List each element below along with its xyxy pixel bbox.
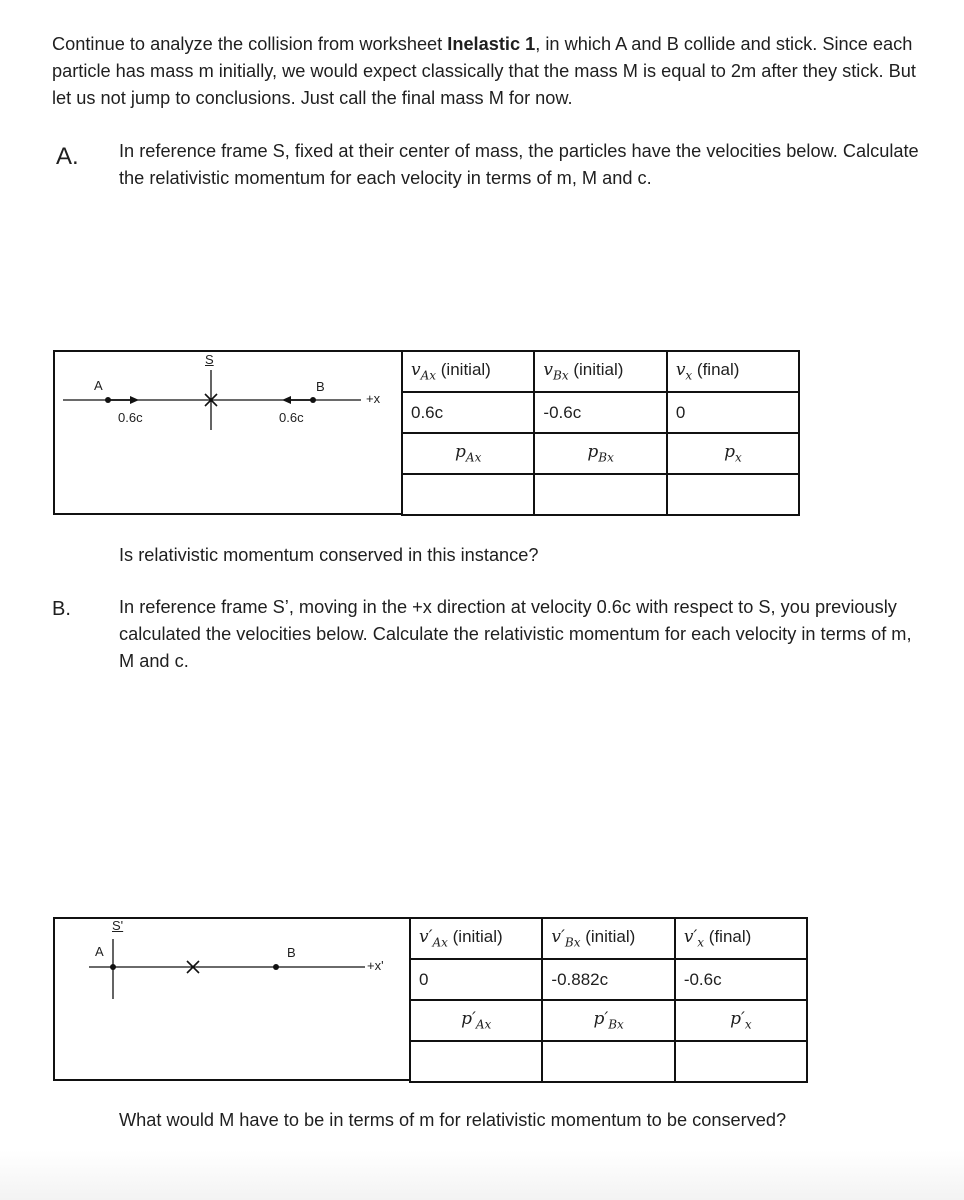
value-vbx-prime: -0.882c — [542, 959, 674, 1000]
value-vax: 0.6c — [402, 392, 534, 433]
frame-s-prime-label: S' — [112, 918, 124, 933]
value-vx: 0 — [667, 392, 799, 433]
intro-worksheet-name: Inelastic 1 — [447, 34, 536, 54]
part-a-diagram — [53, 350, 403, 430]
value-vx-prime: -0.6c — [675, 959, 807, 1000]
answer-pbx[interactable] — [534, 474, 666, 515]
header-vx-prime: $v'_x$ (final) — [675, 918, 807, 959]
answer-pax-prime[interactable] — [410, 1041, 542, 1082]
part-a-question: Is relativistic momentum conserved in this instance? — [119, 545, 539, 565]
particle-a-label: A — [94, 378, 103, 393]
velocity-value-row — [402, 392, 799, 433]
intro-paragraph — [52, 31, 932, 112]
header-vax: $v_{Ax}$ (initial) — [402, 351, 534, 392]
velocity-a-label: 0.6c — [118, 410, 143, 425]
intro-text-start: Continue to analyze the collision from worksheet — [52, 34, 448, 54]
part-a-table — [401, 350, 800, 516]
header-px-prime: $p'_x$ — [675, 1000, 807, 1041]
velocity-b-label: 0.6c — [279, 410, 304, 425]
part-b-diagram — [53, 917, 411, 1007]
header-vax-prime: $v'_{Ax}$ (initial) — [410, 918, 542, 959]
part-b-question: What would M have to be in terms of m for relativistic momentum to be conserved? — [119, 1110, 787, 1130]
value-vax-prime: 0 — [410, 959, 542, 1000]
velocity-value-row — [410, 959, 807, 1000]
part-a-instructions: In reference frame S, fixed at their center of mass, the particles have the velocities below. Calculate the relativistic momentum for each velocity in terms of m, M and c. — [119, 141, 919, 188]
velocity-b-arrowhead — [282, 396, 291, 404]
momentum-answer-row — [402, 474, 799, 515]
momentum-header-row — [402, 433, 799, 474]
particle-b-label: B — [287, 945, 296, 960]
header-px: $p_x$ — [667, 433, 799, 474]
header-vbx: $v_{Bx}$ (initial) — [534, 351, 666, 392]
answer-pax[interactable] — [402, 474, 534, 515]
part-a-label: A. — [56, 143, 79, 170]
header-pbx: $p_{Bx}$ — [534, 433, 666, 474]
particle-a-dot — [110, 964, 116, 970]
momentum-header-row — [410, 1000, 807, 1041]
answer-pbx-prime[interactable] — [542, 1041, 674, 1082]
velocity-a-arrowhead — [130, 396, 139, 404]
part-b-instructions: In reference frame S’, moving in the +x direction at velocity 0.6c with respect to S, you previously calculated the velocities below. Calculate the relativistic momentum for each velocity in terms of m, M and c. — [119, 597, 912, 671]
frame-s-label: S — [205, 352, 214, 367]
part-b-label: B. — [52, 598, 71, 620]
particle-a-label: A — [95, 944, 104, 959]
header-pax: $p_{Ax}$ — [402, 433, 534, 474]
answer-px[interactable] — [667, 474, 799, 515]
momentum-answer-row — [410, 1041, 807, 1082]
particle-b-dot — [273, 964, 279, 970]
header-vbx-prime: $v'_{Bx}$ (initial) — [542, 918, 674, 959]
intro-text-end: , in which A and B collide and stick. Since each particle has mass m initially, we would expect classically that the mass M is equal to 2m after they stick. But let us not jump to conclusions. Just call the final mass M for now. — [52, 34, 916, 108]
axis-label: +x — [366, 391, 381, 406]
part-b-table — [409, 917, 808, 1083]
answer-px-prime[interactable] — [675, 1041, 807, 1082]
header-vx: $v_x$ (final) — [667, 351, 799, 392]
velocity-header-row — [410, 918, 807, 959]
page-bottom-shade — [0, 1150, 964, 1200]
axis-prime-label: +x' — [367, 958, 384, 973]
header-pbx-prime: $p'_{Bx}$ — [542, 1000, 674, 1041]
velocity-header-row — [402, 351, 799, 392]
value-vbx: -0.6c — [534, 392, 666, 433]
particle-b-label: B — [316, 379, 325, 394]
header-pax-prime: $p'_{Ax}$ — [410, 1000, 542, 1041]
